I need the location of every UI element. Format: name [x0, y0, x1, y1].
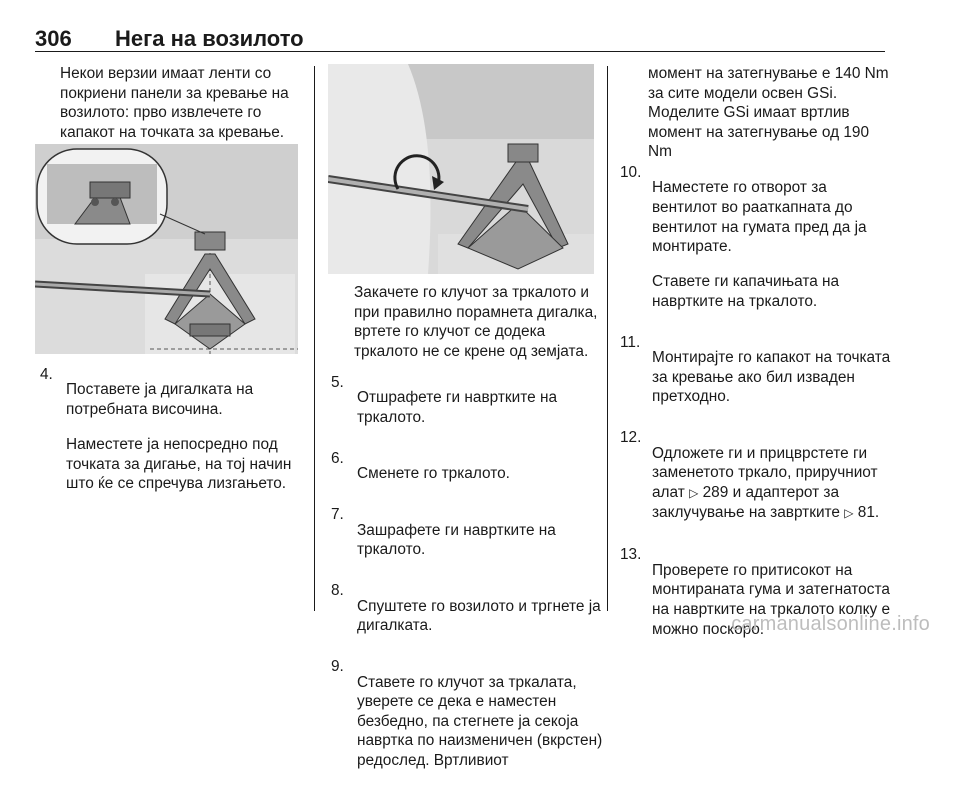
step-item — [331, 505, 603, 575]
step-text-part: и адаптерот за заклучување на завртките — [652, 483, 845, 522]
continuation-paragraph: момент на затегнување е 140 Nm за сите модели освен GSi. Моделите GSi имаат вртлив момент на затегнување од 190 Nm — [648, 65, 889, 161]
page-reference-link[interactable]: 81 — [857, 504, 875, 522]
step-item — [331, 581, 603, 651]
step-number: 10. — [620, 164, 642, 181]
step-text: Поставете ја дигалката на потребната височина. — [66, 381, 254, 418]
step-item — [40, 365, 302, 509]
column-divider-2 — [607, 66, 608, 611]
step-text: Монтирајте го капакот на точката за кревање ако бил изваден претходно. — [652, 349, 891, 406]
step-text: Отшрафете ги навртките на тркалото. — [357, 389, 558, 426]
step-subtext: Ставете ги капачињата на навртките на тркалото. — [652, 273, 840, 310]
page-title: Нега на возилото — [115, 26, 304, 51]
step-number: 12. — [620, 429, 642, 447]
steps-list-col2 — [331, 373, 603, 792]
steps-list-col1 — [40, 365, 302, 515]
step-number: 11. — [620, 333, 641, 351]
step-number: 9. — [331, 658, 344, 676]
intro-paragraph: Некои верзии имаат ленти со покриени панели за кревање на возилото: прво извлечете го капакот на точката за кревање. — [60, 65, 289, 141]
step-text: Ставете го клучот за тркалата, уверете се дека е наместен безбедно, па стегнете ја секоја навртка по наизменичен (вкрстен) редослед. Вртливиот — [357, 673, 603, 770]
arrow-right-triangle-icon: ▷ — [844, 506, 854, 521]
steps-list-col3 — [620, 163, 895, 661]
step-item — [620, 163, 895, 327]
step-item — [331, 657, 603, 786]
step-number: 4. — [40, 366, 53, 383]
page-number: 306 — [35, 26, 72, 51]
figure-caption: Закачете го клучот за тркалото и при правилно порамнета дигалка, вртете го клучот се додека тркалото не се крене од земјата. — [354, 284, 598, 360]
step-text: Сменете го тркалото. — [357, 465, 510, 483]
step-text: Проверете го притисокот на монтираната гума и затегнатоста на навртките на тркалото колку е можно поскоро. — [652, 561, 891, 638]
step-text — [652, 444, 895, 524]
step-item — [620, 333, 895, 423]
step-item — [620, 428, 895, 539]
step-number: 7. — [331, 506, 344, 524]
step-text-part: . — [874, 504, 880, 522]
step-number: 13. — [620, 546, 642, 564]
header-divider — [35, 51, 885, 52]
jack-position-illustration — [35, 144, 298, 354]
step-number: 5. — [331, 374, 344, 391]
arrow-right-triangle-icon: ▷ — [689, 485, 699, 500]
page-reference-link[interactable]: 289 — [702, 483, 729, 501]
wheel-wrench-illustration — [328, 64, 594, 274]
step-item — [331, 449, 603, 499]
step-text-part: Одложете ги и прицврстете ги заменетото тркало, приручниот алат — [652, 444, 878, 501]
step-number: 6. — [331, 449, 344, 467]
step-item — [331, 373, 603, 443]
step-item — [620, 545, 895, 654]
step-text: Наместете го отворот за вентилот во рааткапната до вентилот на гумата пред да ја монтирате. — [652, 179, 867, 256]
watermark: carmanualsonline.info — [731, 613, 930, 635]
step-text: Зашрафете ги навртките на тркалото. — [357, 521, 556, 559]
step-subtext: Наместете ја непосредно под точката за дигање, на тој начин што ќе се спречува лизгањето. — [66, 435, 292, 493]
column-divider-1 — [314, 66, 315, 611]
step-text: Спуштете го возилото и тргнете ја дигалката. — [357, 597, 601, 635]
step-number: 8. — [331, 582, 344, 600]
